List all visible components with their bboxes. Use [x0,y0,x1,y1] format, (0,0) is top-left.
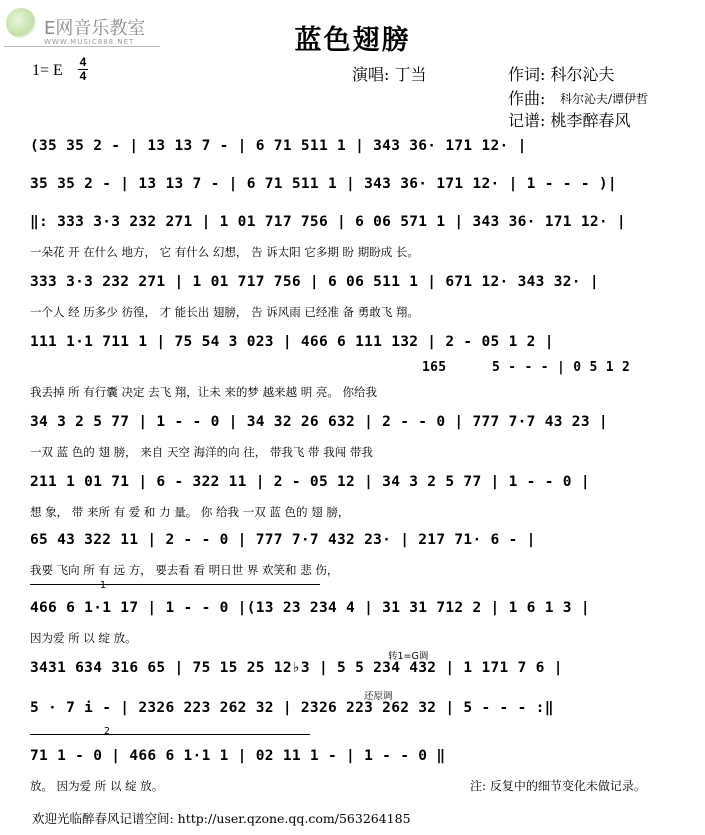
modulation-mark: 转1=G调 [388,651,429,662]
lyric-line-12: 放。 因为爱 所 以 绽 放。 [30,779,164,793]
score-line-3: ‖: 333 3·3 232 271 | 1 01 717 756 | 6 06 571 1 | 343 36· 171 12· | [30,214,626,230]
volta-2-bracket [30,734,310,735]
lyric-line-4: 一个人 经 历多少 彷徨， 才 能长出 翅膀， 告 诉风雨 已经准 备 勇敢飞 翔。 [30,305,419,319]
volta-1-number: 1 [100,580,107,591]
site-logo-url: WWW.MUSIC888.NET [44,38,135,46]
score-line-12: 71 1 - 0 | 466 6 1·1 1 | 02 11 1 - | 1 - - 0 ‖ [30,748,446,764]
score-line-4: 333 3·3 232 271 | 1 01 717 756 | 6 06 511 1 | 671 12· 343 32· | [30,274,599,290]
footer-link-text: 欢迎光临醉春风记谱空间: http://user.qzone.qq.com/563264185 [32,811,411,826]
key-signature: 1= E [32,62,63,79]
score-line-9: 466 6 1·1 17 | 1 - - 0 |(13 23 234 4 | 31 31 712 2 | 1 6 1 3 | [30,600,590,616]
score-line-8: 65 43 322 11 | 2 - - 0 | 777 7·7 432 23· | 217 71· 6 - | [30,532,536,548]
score-line-10: 3431 634 316 65 | 75 15 25 12♭3 | 5 5 234 432 | 1 171 7 6 | [30,660,563,676]
time-signature [78,56,88,83]
composer-credit: 科尔沁夫/谭伊哲 [560,92,649,106]
score-line-6: 34 3 2 5 77 | 1 - - 0 | 34 32 26 632 | 2 - - 0 | 777 7·7 43 23 | [30,414,608,430]
transcriber-credit: 记谱: 桃李醉春风 [508,111,631,130]
composer-label: 作曲: [508,89,546,108]
restore-key-mark: 还原调 [364,691,393,702]
score-line-5: 111 1·1 711 1 | 75 54 3 023 | 466 6 111 132 | 2 - 05 1 2 | [30,334,554,350]
alt-notes-2: 5 - - - | 0 5 1 2 [492,360,631,375]
score-line-7: 211 1 01 71 | 6 - 322 11 | 2 - 05 12 | 34 3 2 5 77 | 1 - - 0 | [30,474,590,490]
lyric-line-9: 因为爱 所 以 绽 放。 [30,631,137,645]
lyric-line-3: 一朵花 开 在什么 地方， 它 有什么 幻想， 告 诉太阳 它多期 盼 期盼成 长。 [30,245,419,259]
site-logo-name: E网音乐教室 [44,18,146,39]
time-signature-top: 4 [79,55,87,69]
transcription-note: 注: 反复中的细节变化未做记录。 [470,779,646,793]
volta-1-bracket [30,584,320,585]
lyric-line-5: 我丢掉 所 有行囊 决定 去飞 翔，让未 来的梦 越来越 明 亮。 你给我 [30,385,378,399]
singer-credit: 演唱: 丁当 [352,65,427,84]
lyricist-credit: 作词: 科尔沁夫 [508,65,615,84]
score-line-11: 5 · 7 i - | 2326 223 262 32 | 2326 223 262 32 | 5 - - - :‖ [30,700,554,716]
time-signature-bottom: 4 [79,69,87,83]
score-line-1: (35 35 2 - | 13 13 7 - | 6 71 511 1 | 343 36· 171 12· | [30,138,527,154]
lyric-line-8: 我要 飞向 所 有 远 方， 要去看 看 明日世 界 欢笑和 悲 伤， [30,563,339,577]
song-title: 蓝色翅膀 [294,25,411,56]
lyric-line-7: 想 象， 带 来所 有 爱 和 力 量。 你 给我 一双 蓝 色的 翅 膀， [30,505,350,519]
lyric-line-6: 一双 蓝 色的 翅 膀， 来自 天空 海洋的向 往， 带我飞 带 我闯 带我 [30,445,373,459]
volta-2-number: 2 [104,726,111,737]
score-line-2: 35 35 2 - | 13 13 7 - | 6 71 511 1 | 343 36· 171 12· | 1 - - - )| [30,176,617,192]
alt-notes: 165 [422,360,447,375]
